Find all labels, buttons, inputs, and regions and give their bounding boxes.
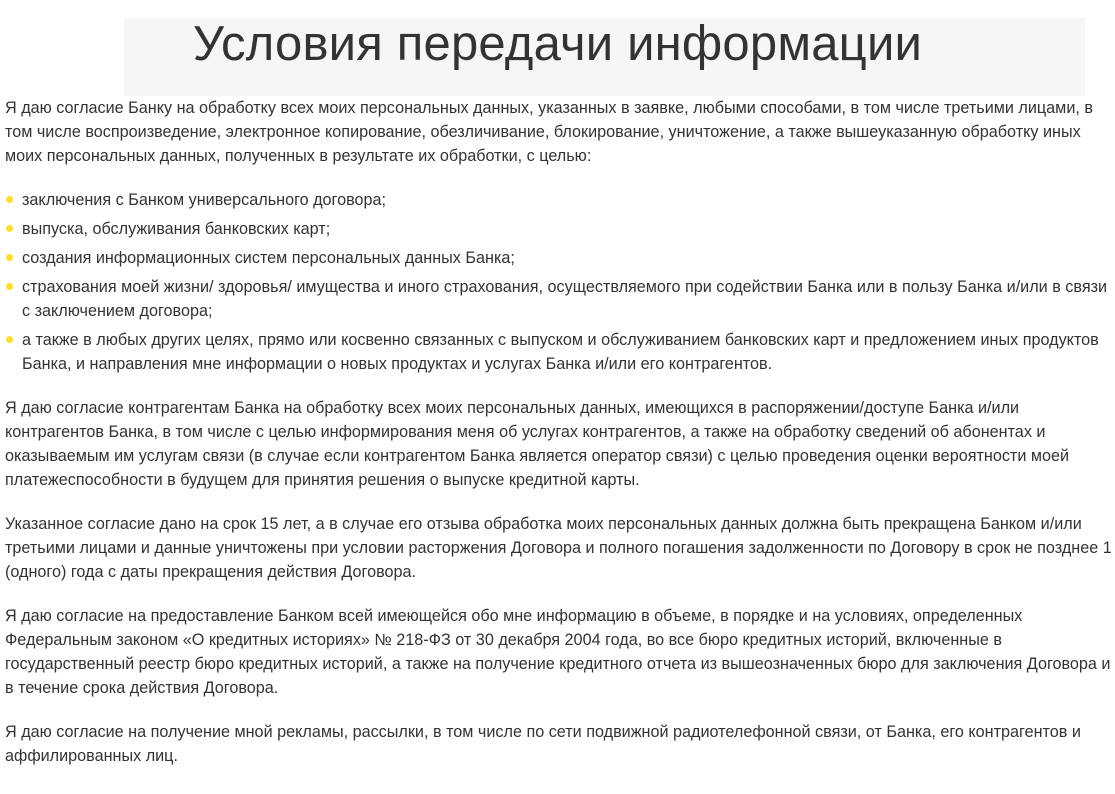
list-item-text: страхования моей жизни/ здоровья/ имущества и иного страхования, осуществляемого при содействии Банка или в пользу Банка и/или в связи с заключением договора; [22, 278, 1108, 320]
page-title: Условия передачи информации [192, 17, 923, 71]
bullet-dot-icon [6, 254, 13, 261]
list-item [5, 275, 1113, 323]
consent-term-paragraph: Указанное согласие дано на срок 15 лет, а в случае его отзыва обработка моих персональных данных должна быть прекращена Банком и/или третьими лицами и данные уничтожены при условии расторжения Договора и полного погашения задолженности по Договору в срок не позднее 1 (одного) года с даты прекращения действия Договора. [5, 515, 1112, 581]
list-item [5, 188, 1113, 212]
bullet-dot-icon [6, 336, 13, 343]
advertising-consent-paragraph: Я даю согласие на получение мной рекламы, рассылки, в том числе по сети подвижной радиотелефонной связи, от Банка, его контрагентов и аффилированных лиц. [5, 723, 1081, 765]
list-item-text: выпуска, обслуживания банковских карт; [22, 220, 331, 238]
consent-purposes-list [5, 188, 1113, 376]
consent-intro-paragraph: Я даю согласие Банку на обработку всех моих персональных данных, указанных в заявке, любыми способами, в том числе третьими лицами, в том числе воспроизведение, электронное копирование, обезличивание, блокирование, уничтожение, а также вышеуказанную обработку иных моих персональных данных, полученных в результате их обработки, с целью: [5, 99, 1093, 165]
list-item-text: а также в любых других целях, прямо или косвенно связанных с выпуском и обслуживанием банковских карт и предложением иных продуктов Банка, и направления мне информации о новых продуктах и услугах Банка и/или его контрагентов. [22, 331, 1099, 373]
bullet-dot-icon [6, 283, 13, 290]
list-item-text: создания информационных систем персональных данных Банка; [22, 249, 515, 267]
list-item [5, 217, 1113, 241]
consent-document [5, 96, 1113, 788]
list-item [5, 328, 1113, 376]
list-item [5, 246, 1113, 270]
bullet-dot-icon [6, 225, 13, 232]
counterparty-consent-paragraph: Я даю согласие контрагентам Банка на обработку всех моих персональных данных, имеющихся в распоряжении/доступе Банка и/или контрагентов Банка, в том числе с целью информирования меня об услугах контрагентов, а также на обработку сведений об абонентах и оказываемым им услугам связи (в случае если контрагентом Банка является оператор связи) с целью проведения оценки вероятности моей платежеспособности в будущем для принятия решения о выпуске кредитной карты. [5, 399, 1070, 489]
bullet-dot-icon [6, 196, 13, 203]
list-item-text: заключения с Банком универсального договора; [22, 191, 387, 209]
credit-history-consent-paragraph: Я даю согласие на предоставление Банком всей имеющейся обо мне информацию в объеме, в порядке и на условиях, определенных Федеральным законом «О кредитных историях» № 218-ФЗ от 30 декабря 2004 года, во все бюро кредитных историй, включенные в государственный реестр бюро кредитных историй, а также на получение кредитного отчета из вышеозначенных бюро для заключения Договора и в течение срока действия Договора. [5, 607, 1111, 697]
